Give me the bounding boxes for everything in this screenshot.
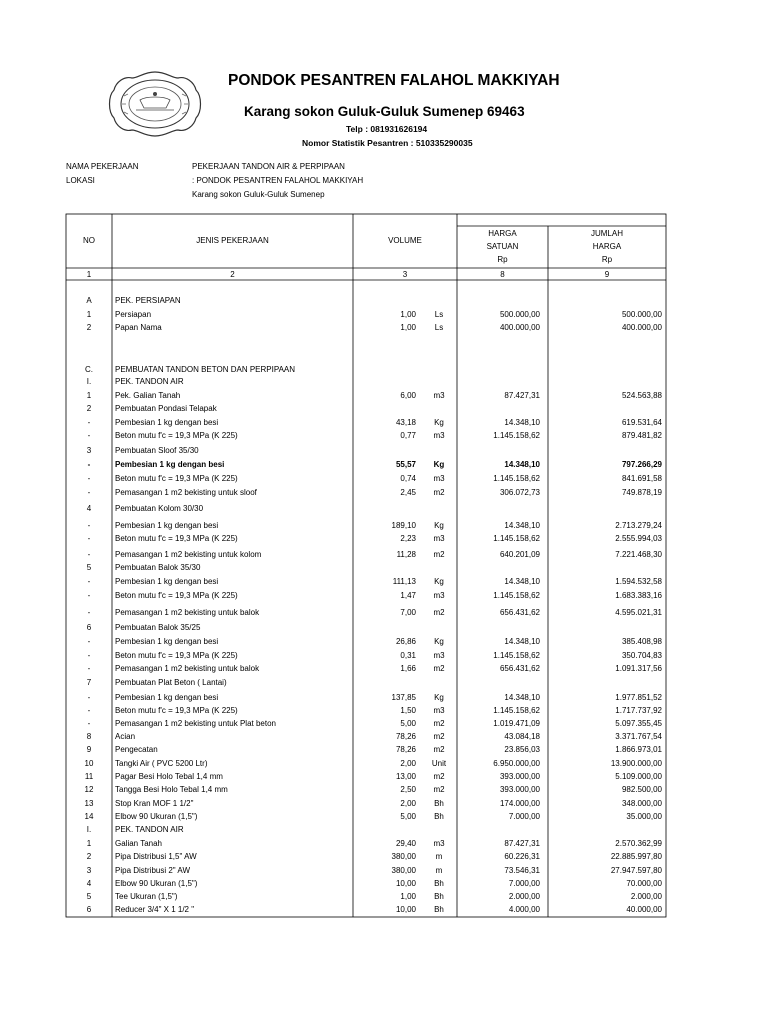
cell-no: - bbox=[87, 521, 91, 530]
cell-no: 3 bbox=[86, 446, 92, 455]
cell-volume: 1,00 bbox=[400, 310, 416, 319]
cell-volume: 380,00 bbox=[391, 852, 416, 861]
cell-jenis-pekerjaan: Pembuatan Plat Beton ( Lantai) bbox=[115, 678, 227, 687]
cell-volume: 11,28 bbox=[396, 550, 416, 559]
cell-no: 2 bbox=[86, 852, 92, 861]
cell-harga-satuan: 400.000,00 bbox=[499, 323, 540, 332]
cell-harga-satuan: 14.348,10 bbox=[504, 637, 540, 646]
cell-jumlah-harga: 1.683.383,16 bbox=[615, 591, 662, 600]
lokasi-value: : PONDOK PESANTREN FALAHOL MAKKIYAH bbox=[192, 176, 364, 185]
cell-jumlah-harga: 70.000,00 bbox=[626, 879, 662, 888]
cell-no: - bbox=[87, 693, 91, 702]
cell-jumlah-harga: 2.555.994,03 bbox=[615, 534, 662, 543]
cell-volume: 2,00 bbox=[400, 799, 416, 808]
cell-no: 2 bbox=[86, 404, 92, 413]
cell-volume: 5,00 bbox=[400, 719, 416, 728]
cell-no: - bbox=[87, 418, 91, 427]
cell-harga-satuan: 87.427,31 bbox=[504, 391, 540, 400]
header-harga-line2: SATUAN bbox=[486, 242, 519, 251]
cell-no: 4 bbox=[86, 504, 92, 513]
cell-satuan: m2 bbox=[433, 785, 445, 794]
header-jumlah-line3: Rp bbox=[601, 255, 613, 264]
cell-jenis-pekerjaan: Pemasangan 1 m2 bekisting untuk sloof bbox=[115, 488, 257, 497]
header-no: NO bbox=[83, 236, 95, 245]
cell-satuan: Ls bbox=[434, 310, 444, 319]
cell-harga-satuan: 640.201,09 bbox=[499, 550, 540, 559]
header-jumlah-line2: HARGA bbox=[592, 242, 622, 251]
cell-no: A bbox=[86, 296, 92, 305]
cell-jenis-pekerjaan: PEMBUATAN TANDON BETON DAN PERPIPAAN bbox=[115, 365, 296, 374]
cell-jumlah-harga: 13.900.000,00 bbox=[610, 759, 662, 768]
cell-jumlah-harga: 1.866.973,01 bbox=[615, 745, 662, 754]
header-jumlah-line1: JUMLAH bbox=[590, 229, 623, 238]
cell-jenis-pekerjaan: PEK. TANDON AIR bbox=[115, 825, 184, 834]
header-jenis-pekerjaan: JENIS PEKERJAAN bbox=[196, 236, 269, 245]
cell-harga-satuan: 43.084,18 bbox=[504, 732, 540, 741]
cell-satuan: m bbox=[435, 852, 443, 861]
cell-jenis-pekerjaan: Pembuatan Balok 35/30 bbox=[115, 563, 201, 572]
cell-volume: 26,86 bbox=[395, 637, 416, 646]
cell-harga-satuan: 500.000,00 bbox=[499, 310, 540, 319]
cell-harga-satuan: 73.546,31 bbox=[504, 866, 540, 875]
cell-satuan: m2 bbox=[433, 550, 445, 559]
cell-volume: 7,00 bbox=[400, 608, 416, 617]
cell-jumlah-harga: 40.000,00 bbox=[626, 905, 662, 914]
cell-jumlah-harga: 2.000,00 bbox=[630, 892, 662, 901]
cell-satuan: m2 bbox=[433, 488, 445, 497]
cell-jumlah-harga: 35.000,00 bbox=[626, 812, 662, 821]
cell-no: 10 bbox=[84, 759, 94, 768]
cell-jumlah-harga: 348.000,00 bbox=[621, 799, 662, 808]
cell-jenis-pekerjaan: Pemasangan 1 m2 bekisting untuk balok bbox=[115, 664, 260, 673]
cell-no: - bbox=[87, 550, 91, 559]
cell-jenis-pekerjaan: Beton mutu f'c = 19,3 MPa (K 225) bbox=[115, 534, 238, 543]
cell-jenis-pekerjaan: Pembesian 1 kg dengan besi bbox=[115, 577, 219, 586]
cell-satuan: m3 bbox=[433, 474, 445, 483]
cell-harga-satuan: 1.019.471,09 bbox=[493, 719, 540, 728]
cell-jumlah-harga: 524.563,88 bbox=[621, 391, 662, 400]
telephone-line: Telp : 081931626194 bbox=[346, 124, 428, 134]
cell-jumlah-harga: 3.371.767,54 bbox=[615, 732, 662, 741]
cell-harga-satuan: 87.427,31 bbox=[504, 839, 540, 848]
cell-jenis-pekerjaan: PEK. PERSIAPAN bbox=[115, 296, 181, 305]
cell-volume: 0,74 bbox=[400, 474, 416, 483]
cell-jumlah-harga: 22.885.997,80 bbox=[610, 852, 662, 861]
cell-no: 14 bbox=[84, 812, 94, 821]
cell-harga-satuan: 1.145.158,62 bbox=[493, 474, 540, 483]
cell-volume: 78,26 bbox=[395, 745, 416, 754]
cell-harga-satuan: 7.000,00 bbox=[508, 812, 540, 821]
cell-jumlah-harga: 879.481,82 bbox=[621, 431, 662, 440]
cell-jenis-pekerjaan: Pipa Distribusi 2" AW bbox=[115, 866, 191, 875]
cell-volume: 5,00 bbox=[400, 812, 416, 821]
cell-harga-satuan: 4.000,00 bbox=[508, 905, 540, 914]
cell-volume: 1,00 bbox=[400, 323, 416, 332]
cell-satuan: m3 bbox=[433, 591, 445, 600]
cell-satuan: m3 bbox=[433, 839, 445, 848]
cell-no: - bbox=[87, 719, 91, 728]
cell-no: 8 bbox=[86, 732, 92, 741]
cell-volume: 1,00 bbox=[400, 892, 416, 901]
cell-harga-satuan: 1.145.158,62 bbox=[493, 651, 540, 660]
cell-no: I. bbox=[86, 825, 92, 834]
cell-satuan: Bh bbox=[434, 879, 444, 888]
cell-no: - bbox=[87, 488, 91, 497]
cell-volume: 189,10 bbox=[391, 521, 416, 530]
cell-satuan: Kg bbox=[434, 521, 444, 530]
cell-satuan: Bh bbox=[434, 905, 444, 914]
cell-no: - bbox=[87, 651, 91, 660]
cell-jenis-pekerjaan: Pembesian 1 kg dengan besi bbox=[115, 521, 219, 530]
cell-jenis-pekerjaan: Pengecatan bbox=[115, 745, 158, 754]
cell-no: 6 bbox=[86, 623, 92, 632]
cell-jumlah-harga: 797.266,29 bbox=[621, 460, 662, 469]
cell-harga-satuan: 1.145.158,62 bbox=[493, 706, 540, 715]
cell-satuan: m3 bbox=[433, 431, 445, 440]
cell-harga-satuan: 14.348,10 bbox=[504, 521, 540, 530]
column-number: 8 bbox=[500, 270, 505, 279]
cell-jumlah-harga: 5.109.000,00 bbox=[615, 772, 662, 781]
cell-jenis-pekerjaan: Pembuatan Kolom 30/30 bbox=[115, 504, 204, 513]
cell-satuan: m2 bbox=[433, 772, 445, 781]
cell-no: - bbox=[87, 534, 91, 543]
cell-volume: 1,66 bbox=[400, 664, 416, 673]
lokasi-label: LOKASI bbox=[66, 176, 95, 185]
cell-volume: 0,77 bbox=[400, 431, 416, 440]
cell-jumlah-harga: 1.717.737,92 bbox=[615, 706, 662, 715]
cell-volume: 1,47 bbox=[400, 591, 416, 600]
cell-volume: 6,00 bbox=[400, 391, 416, 400]
cell-jenis-pekerjaan: Galian Tanah bbox=[115, 839, 162, 848]
cell-harga-satuan: 14.348,10 bbox=[504, 693, 540, 702]
cell-volume: 13,00 bbox=[395, 772, 416, 781]
cell-jenis-pekerjaan: Pembuatan Sloof 35/30 bbox=[115, 446, 199, 455]
cell-volume: 1,50 bbox=[400, 706, 416, 715]
cell-jenis-pekerjaan: Persiapan bbox=[115, 310, 152, 319]
cell-jenis-pekerjaan: Pembesian 1 kg dengan besi bbox=[115, 637, 219, 646]
cell-satuan: m3 bbox=[433, 391, 445, 400]
cell-jumlah-harga: 2.713.279,24 bbox=[615, 521, 662, 530]
cell-volume: 0,31 bbox=[400, 651, 416, 660]
cell-volume: 2,45 bbox=[400, 488, 416, 497]
cell-satuan: Kg bbox=[434, 418, 444, 427]
address-subtitle: Karang sokon Guluk-Guluk Sumenep 69463 bbox=[244, 104, 525, 119]
cell-harga-satuan: 23.856,03 bbox=[504, 745, 540, 754]
cell-harga-satuan: 6.950.000,00 bbox=[493, 759, 540, 768]
cell-no: 3 bbox=[86, 866, 92, 875]
cell-harga-satuan: 14.348,10 bbox=[504, 460, 540, 469]
cell-no: 1 bbox=[86, 839, 92, 848]
statistics-number-line: Nomor Statistik Pesantren : 510335290035 bbox=[302, 138, 473, 148]
cell-harga-satuan: 306.072,73 bbox=[499, 488, 540, 497]
cell-jenis-pekerjaan: Elbow 90 Ukuran (1,5") bbox=[115, 812, 198, 821]
cell-satuan: Bh bbox=[434, 799, 444, 808]
cell-jumlah-harga: 500.000,00 bbox=[621, 310, 662, 319]
cell-no: - bbox=[87, 431, 91, 440]
cell-volume: 2,50 bbox=[400, 785, 416, 794]
cell-satuan: Kg bbox=[434, 693, 444, 702]
cell-jenis-pekerjaan: Reducer 3/4" X 1 1/2 " bbox=[115, 905, 195, 914]
cell-satuan: Bh bbox=[434, 812, 444, 821]
cell-jumlah-harga: 619.531,64 bbox=[621, 418, 662, 427]
cell-jumlah-harga: 1.091.317,56 bbox=[615, 664, 662, 673]
cell-no: 5 bbox=[86, 563, 92, 572]
cell-volume: 10,00 bbox=[395, 879, 416, 888]
cell-no: 13 bbox=[84, 799, 94, 808]
cell-volume: 43,18 bbox=[395, 418, 416, 427]
cell-no: - bbox=[87, 706, 91, 715]
cell-satuan: m bbox=[435, 866, 443, 875]
cell-jenis-pekerjaan: Elbow 90 Ukuran (1,5") bbox=[115, 879, 198, 888]
cell-satuan: m3 bbox=[433, 534, 445, 543]
cell-jumlah-harga: 841.691,58 bbox=[621, 474, 662, 483]
cell-harga-satuan: 393.000,00 bbox=[499, 772, 540, 781]
cell-jenis-pekerjaan: Beton mutu f'c = 19,3 MPa (K 225) bbox=[115, 706, 238, 715]
cell-harga-satuan: 1.145.158,62 bbox=[493, 431, 540, 440]
cell-satuan: Kg bbox=[433, 460, 445, 469]
cell-jumlah-harga: 27.947.597,80 bbox=[610, 866, 662, 875]
cell-jumlah-harga: 385.408,98 bbox=[621, 637, 662, 646]
cell-no: - bbox=[87, 460, 91, 469]
cell-jumlah-harga: 982.500,00 bbox=[621, 785, 662, 794]
cell-jenis-pekerjaan: Pipa Distribusi 1,5" AW bbox=[115, 852, 197, 861]
header-volume: VOLUME bbox=[388, 236, 422, 245]
cell-no: I. bbox=[86, 377, 92, 386]
cell-jenis-pekerjaan: Pembesian 1 kg dengan besi bbox=[115, 693, 219, 702]
cell-volume: 2,00 bbox=[400, 759, 416, 768]
cell-satuan: Kg bbox=[434, 577, 444, 586]
cell-jenis-pekerjaan: Pemasangan 1 m2 bekisting untuk balok bbox=[115, 608, 260, 617]
cell-jumlah-harga: 749.878,19 bbox=[621, 488, 662, 497]
cell-jenis-pekerjaan: Stop Kran MOF 1 1/2" bbox=[115, 799, 194, 808]
cell-harga-satuan: 174.000,00 bbox=[499, 799, 540, 808]
cell-jenis-pekerjaan: Pembuatan Balok 35/25 bbox=[115, 623, 201, 632]
cell-volume: 2,23 bbox=[400, 534, 416, 543]
cell-jenis-pekerjaan: Beton mutu f'c = 19,3 MPa (K 225) bbox=[115, 431, 238, 440]
cell-volume: 78,26 bbox=[395, 732, 416, 741]
cell-harga-satuan: 2.000,00 bbox=[508, 892, 540, 901]
cell-harga-satuan: 1.145.158,62 bbox=[493, 591, 540, 600]
cell-jenis-pekerjaan: PEK. TANDON AIR bbox=[115, 377, 184, 386]
nama-pekerjaan-value: PEKERJAAN TANDON AIR & PERPIPAAN bbox=[192, 162, 345, 171]
cell-harga-satuan: 14.348,10 bbox=[504, 418, 540, 427]
cell-no: 4 bbox=[86, 879, 92, 888]
cell-volume: 380,00 bbox=[391, 866, 416, 875]
cell-volume: 29,40 bbox=[395, 839, 416, 848]
cell-jenis-pekerjaan: Tee Ukuran (1,5") bbox=[115, 892, 178, 901]
cell-no: 5 bbox=[86, 892, 92, 901]
cell-satuan: m3 bbox=[433, 651, 445, 660]
cell-jumlah-harga: 400.000,00 bbox=[621, 323, 662, 332]
cell-jenis-pekerjaan: Beton mutu f'c = 19,3 MPa (K 225) bbox=[115, 474, 238, 483]
header-harga-line1: HARGA bbox=[488, 229, 517, 238]
cell-satuan: m2 bbox=[433, 664, 445, 673]
cell-satuan: Kg bbox=[434, 637, 444, 646]
cell-volume: 10,00 bbox=[395, 905, 416, 914]
column-number: 3 bbox=[402, 270, 408, 279]
cell-harga-satuan: 1.145.158,62 bbox=[493, 534, 540, 543]
cell-jenis-pekerjaan: Tangki Air ( PVC 5200 Ltr) bbox=[115, 759, 208, 768]
cell-jenis-pekerjaan: Pek. Galian Tanah bbox=[115, 391, 181, 400]
cell-jenis-pekerjaan: Acian bbox=[115, 732, 136, 741]
cell-satuan: Unit bbox=[431, 759, 447, 768]
cell-volume: 111,13 bbox=[392, 577, 416, 586]
cell-satuan: m2 bbox=[433, 719, 445, 728]
cell-jumlah-harga: 2.570.362,99 bbox=[615, 839, 662, 848]
cell-satuan: Ls bbox=[434, 323, 444, 332]
cell-harga-satuan: 7.000,00 bbox=[508, 879, 540, 888]
cell-no: - bbox=[87, 591, 91, 600]
cell-jumlah-harga: 350.704,83 bbox=[621, 651, 662, 660]
column-number: 9 bbox=[604, 270, 610, 279]
cell-no: - bbox=[87, 577, 91, 586]
column-number: 1 bbox=[86, 270, 92, 279]
cell-volume: 55,57 bbox=[395, 460, 416, 469]
cell-satuan: Bh bbox=[434, 892, 444, 901]
cell-no: 1 bbox=[86, 310, 92, 319]
nama-pekerjaan-label: NAMA PEKERJAAN bbox=[66, 162, 139, 171]
header-harga-line3: Rp bbox=[497, 255, 508, 264]
cell-jumlah-harga: 4.595.021,31 bbox=[615, 608, 662, 617]
cell-no: - bbox=[87, 664, 91, 673]
cell-harga-satuan: 14.348,10 bbox=[504, 577, 540, 586]
cell-no: 7 bbox=[86, 678, 92, 687]
cell-jenis-pekerjaan: Pembesian 1 kg dengan besi bbox=[115, 460, 225, 469]
column-number: 2 bbox=[230, 270, 235, 279]
cell-jenis-pekerjaan: Pembesian 1 kg dengan besi bbox=[115, 418, 219, 427]
cell-no: - bbox=[87, 637, 91, 646]
cell-no: 1 bbox=[86, 391, 92, 400]
cell-volume: 137,85 bbox=[391, 693, 416, 702]
cell-no: - bbox=[87, 608, 91, 617]
cell-jenis-pekerjaan: Pagar Besi Holo Tebal 1,4 mm bbox=[115, 772, 223, 781]
cell-harga-satuan: 60.226,31 bbox=[504, 852, 540, 861]
cell-jenis-pekerjaan: Beton mutu f'c = 19,3 MPa (K 225) bbox=[115, 651, 238, 660]
cell-harga-satuan: 393.000,00 bbox=[499, 785, 540, 794]
cell-no: C. bbox=[85, 365, 93, 374]
cell-no: 12 bbox=[84, 785, 94, 794]
cell-no: - bbox=[87, 474, 91, 483]
cell-jenis-pekerjaan: Beton mutu f'c = 19,3 MPa (K 225) bbox=[115, 591, 238, 600]
cell-jenis-pekerjaan: Pemasangan 1 m2 bekisting untuk Plat beton bbox=[115, 719, 276, 728]
cell-jumlah-harga: 5.097.355,45 bbox=[615, 719, 662, 728]
cell-no: 11 bbox=[84, 772, 94, 781]
cell-harga-satuan: 656.431,62 bbox=[499, 664, 540, 673]
cell-no: 9 bbox=[86, 745, 92, 754]
cell-satuan: m2 bbox=[433, 732, 445, 741]
cell-no: 2 bbox=[86, 323, 92, 332]
cell-jumlah-harga: 1.977.851,52 bbox=[615, 693, 662, 702]
cell-jenis-pekerjaan: Pembuatan Pondasi Telapak bbox=[115, 404, 217, 413]
cell-harga-satuan: 656.431,62 bbox=[499, 608, 540, 617]
cell-satuan: m3 bbox=[433, 706, 445, 715]
cell-no: 6 bbox=[86, 905, 92, 914]
cell-jumlah-harga: 7.221.468,30 bbox=[615, 550, 662, 559]
cell-satuan: m2 bbox=[433, 608, 445, 617]
lokasi-value-line2: Karang sokon Guluk-Guluk Sumenep bbox=[192, 190, 325, 199]
cell-jenis-pekerjaan: Papan Nama bbox=[115, 323, 162, 332]
cell-satuan: m2 bbox=[433, 745, 445, 754]
page-title: PONDOK PESANTREN FALAHOL MAKKIYAH bbox=[228, 72, 560, 89]
pesantren-seal-logo bbox=[106, 70, 204, 138]
cell-jenis-pekerjaan: Pemasangan 1 m2 bekisting untuk kolom bbox=[115, 550, 262, 559]
cell-jumlah-harga: 1.594.532,58 bbox=[615, 577, 662, 586]
cell-jenis-pekerjaan: Tangga Besi Holo Tebal 1,4 mm bbox=[115, 785, 228, 794]
